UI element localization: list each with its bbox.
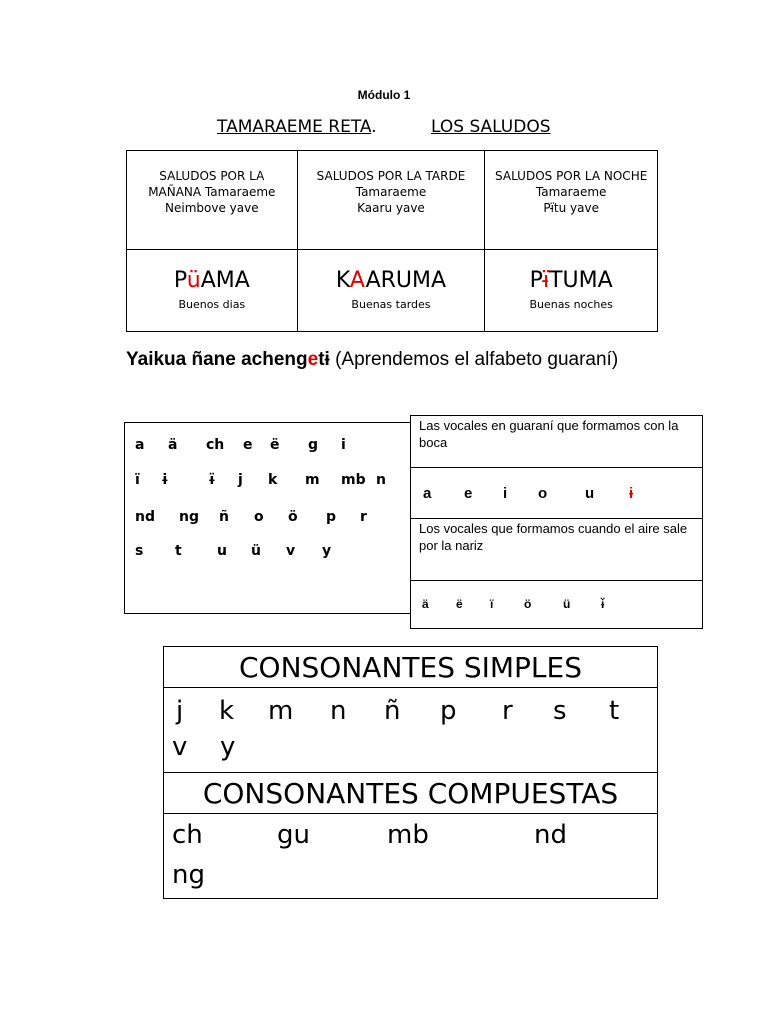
title-tamaraeme-reta (217, 117, 377, 137)
alphabet-letter: nd (135, 509, 155, 525)
consonant: p (440, 696, 457, 726)
vowel-letter: u (585, 485, 595, 502)
vowel-letter: a (423, 485, 432, 502)
greeting-word-morning (127, 250, 298, 332)
greeting-meaning: Buenas noches (529, 298, 613, 311)
word-red-letter: A (349, 268, 366, 293)
greeting-header-afternoon (297, 151, 485, 250)
greeting-meaning: Buenas tardes (351, 298, 431, 311)
alphabet-letter: ë (270, 437, 280, 453)
word-part: P (529, 268, 543, 293)
alphabet-row (125, 472, 412, 492)
oral-vowels-label-cell (411, 416, 702, 468)
consonant: s (553, 696, 567, 726)
consonant: n (330, 696, 347, 726)
vowels-box (410, 415, 703, 629)
alphabet-letter: ï (135, 472, 140, 488)
vowel-letter: o (538, 485, 548, 502)
vowel-letter: ö (524, 597, 532, 611)
alphabet-letter: ä (168, 437, 178, 453)
consonant: y (220, 732, 236, 762)
consonant: gu (277, 820, 310, 850)
alphabet-row (125, 543, 412, 563)
alphabet-letter: ɨ (161, 472, 169, 488)
word-part: P (173, 268, 187, 293)
alphabet-letter: k (268, 472, 278, 488)
word-part: ARUMA (365, 268, 447, 293)
alphabet-letter: i (341, 437, 346, 453)
compound-consonants-title: CONSONANTES COMPUESTAS (164, 773, 658, 814)
consonant: ch (172, 820, 203, 850)
nasal-vowels-label: Los vocales que formamos cuando el aire sale por la nariz (419, 521, 688, 553)
alphabet-letter: ñ (219, 509, 229, 525)
oral-vowels-row (411, 468, 702, 519)
header-line: MAÑANA Tamaraeme (148, 185, 276, 199)
intro-bold (109, 349, 330, 370)
word-part: K (335, 268, 350, 293)
alphabet-letter: j (238, 472, 243, 488)
intro-bold-part: Yaikua ñane acheng (126, 349, 308, 370)
vowel-letter: ä (422, 597, 429, 611)
header-line: SALUDOS POR LA NOCHE (495, 169, 648, 183)
consonant: k (219, 696, 235, 726)
alphabet-letter: t (175, 543, 182, 559)
greeting-meaning: Buenos dias (178, 298, 246, 311)
alphabet-letter: n (376, 472, 386, 488)
vowel-letter: ü (563, 597, 571, 611)
greeting-header-morning (127, 151, 298, 250)
title-period: . (371, 117, 377, 137)
intro-normal: (Aprendemos el alfabeto guaraní) (329, 349, 619, 370)
alphabet-letter: ng (179, 509, 199, 525)
header-line: SALUDOS POR LA TARDE (316, 169, 466, 183)
word-part: TUMA (549, 268, 613, 293)
alphabet-intro (109, 348, 669, 372)
nasal-vowels-label-cell (411, 519, 702, 581)
alphabet-letter: ch (206, 437, 225, 453)
greeting-word-night (485, 250, 658, 332)
alphabet-letter: u (217, 543, 227, 559)
vowel-letter: e (464, 485, 473, 502)
header-line: Neimbove yave (165, 201, 259, 215)
word-red-letter: ü (186, 268, 201, 293)
vowel-letter: i (503, 485, 508, 502)
word-part: AMA (200, 268, 250, 293)
header-line: Kaaru yave (357, 201, 425, 215)
module-label: Módulo 1 (357, 88, 411, 102)
consonant: j (176, 696, 184, 726)
alphabet-letter: ö (288, 509, 298, 525)
consonant: nd (534, 820, 567, 850)
title-part1: TAMARAEME RETA (217, 117, 372, 137)
alphabet-letter: ɨ̈ (208, 472, 216, 488)
simple-consonants-cell (164, 688, 658, 773)
alphabet-letter: mb (341, 472, 366, 488)
greeting-header-night (485, 151, 658, 250)
alphabet-letter: p (326, 509, 337, 525)
consonant: r (502, 696, 513, 726)
simple-consonants-title: CONSONANTES SIMPLES (164, 647, 658, 688)
consonant: mb (387, 820, 429, 850)
nasal-vowels-row (411, 581, 702, 628)
consonant: v (172, 732, 188, 762)
alphabet-letter: r (360, 509, 367, 525)
header-line: SALUDOS POR LA (159, 169, 265, 183)
alphabet-box (124, 422, 411, 614)
vowel-letter: ɨ̈ (601, 597, 605, 611)
alphabet-letter: o (254, 509, 264, 525)
consonant: ñ (384, 696, 401, 726)
intro-red-letter: e (307, 349, 319, 370)
alphabet-letter: m (305, 472, 320, 488)
alphabet-letter: e (243, 437, 253, 453)
consonant: t (609, 696, 620, 726)
greeting-word-afternoon (297, 250, 485, 332)
vowel-letter: ï (490, 597, 494, 611)
header-line: Pï̵tu yave (543, 201, 599, 215)
word-red-letter: ï̵ (542, 268, 550, 293)
header-line: Tamaraeme (535, 185, 607, 199)
consonant: ng (172, 860, 205, 890)
oral-vowels-label: Las vocales en guaraní que formamos con la boca (419, 418, 679, 450)
vowel-letter-red: ɨ (629, 485, 634, 502)
alphabet-row (125, 509, 412, 529)
alphabet-row (125, 437, 412, 457)
alphabet-letter: g (308, 437, 319, 453)
compound-consonants-cell (164, 814, 658, 899)
greetings-table (126, 150, 658, 332)
consonants-table (163, 646, 658, 899)
alphabet-letter: v (286, 543, 296, 559)
title-los-saludos: LOS SALUDOS (431, 117, 551, 137)
intro-bold-part: tɨ (318, 349, 330, 370)
vowel-letter: ë (456, 597, 463, 611)
header-line: Tamaraeme (355, 185, 427, 199)
alphabet-letter: ü (251, 543, 261, 559)
alphabet-letter: s (135, 543, 144, 559)
alphabet-letter: a (135, 437, 145, 453)
consonant: m (268, 696, 294, 726)
alphabet-letter: y (322, 543, 332, 559)
